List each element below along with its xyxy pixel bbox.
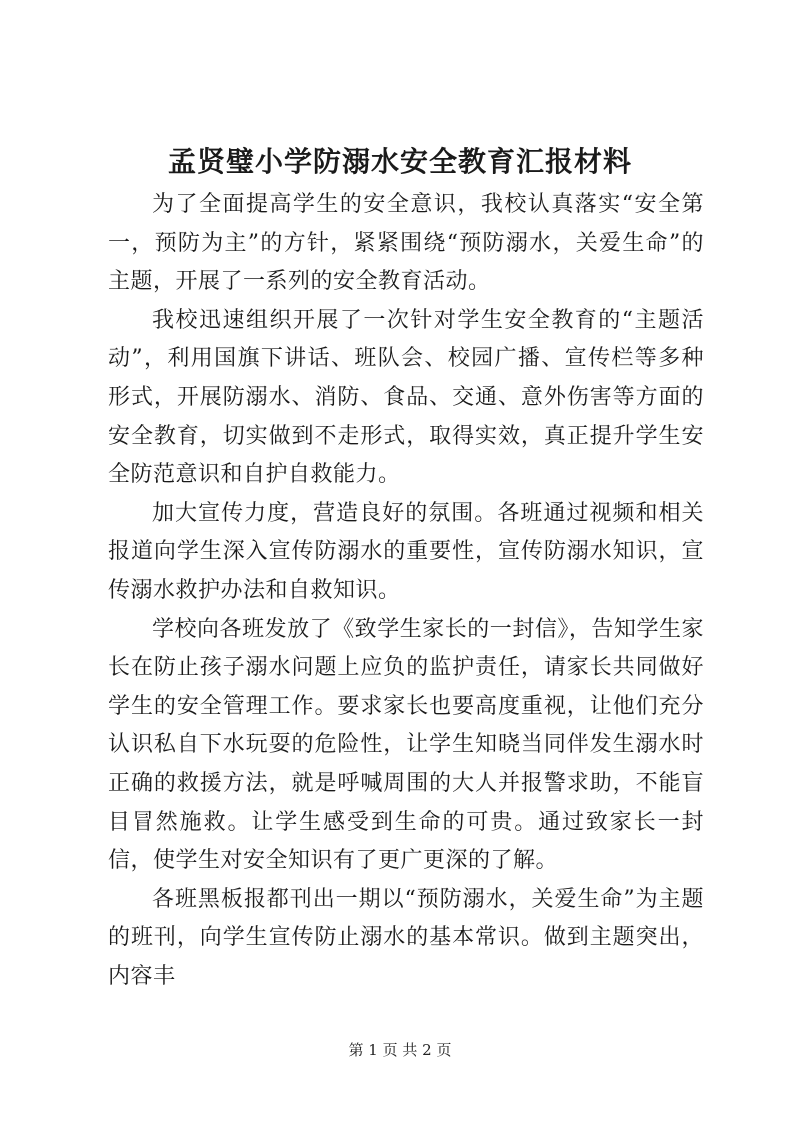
document-title: 孟贤璧小学防溺水安全教育汇报材料: [167, 145, 632, 178]
paragraph: 学校向各班发放了《致学生家长的一封信》，告知学生家长在防止孩子溺水问题上应负的监护责任，请家长共同做好学生的安全管理工作。要求家长也要高度重视，让他们充分认识私自下水玩耍的危险性，让学生知晓当同伴发生溺水时正确的救援方法，就是呼喊周围的大人并报警求助，不能盲目冒然施救。让学生感受到生命的可贵。通过致家长一封信，使学生对安全知识有了更广更深的了解。: [108, 616, 704, 874]
paragraph: 加大宣传力度，营造良好的氛围。各班通过视频和相关报道向学生深入宣传防溺水的重要性，宣传防溺水知识，宣传溺水救护办法和自救知识。: [108, 500, 704, 603]
paragraph: 我校迅速组织开展了一次针对学生安全教育的“主题活动”，利用国旗下讲话、班队会、校园广播、宣传栏等多种形式，开展防溺水、消防、食品、交通、意外伤害等方面的安全教育，切实做到不走形式，取得实效，真正提升学生安全防范意识和自护自救能力。: [108, 307, 704, 488]
page-number-footer: 第 1 页 共 2 页: [348, 1041, 452, 1059]
paragraph: 各班黑板报都刊出一期以“预防溺水，关爱生命”为主题的班刊，向学生宣传防止溺水的基本常识。做到主题突出，内容丰: [108, 886, 704, 989]
document-body: [108, 186, 704, 996]
paragraph: 为了全面提高学生的安全意识，我校认真落实“安全第一，预防为主”的方针，紧紧围绕“预防溺水，关爱生命”的主题，开展了一系列的安全教育活动。: [108, 192, 704, 295]
